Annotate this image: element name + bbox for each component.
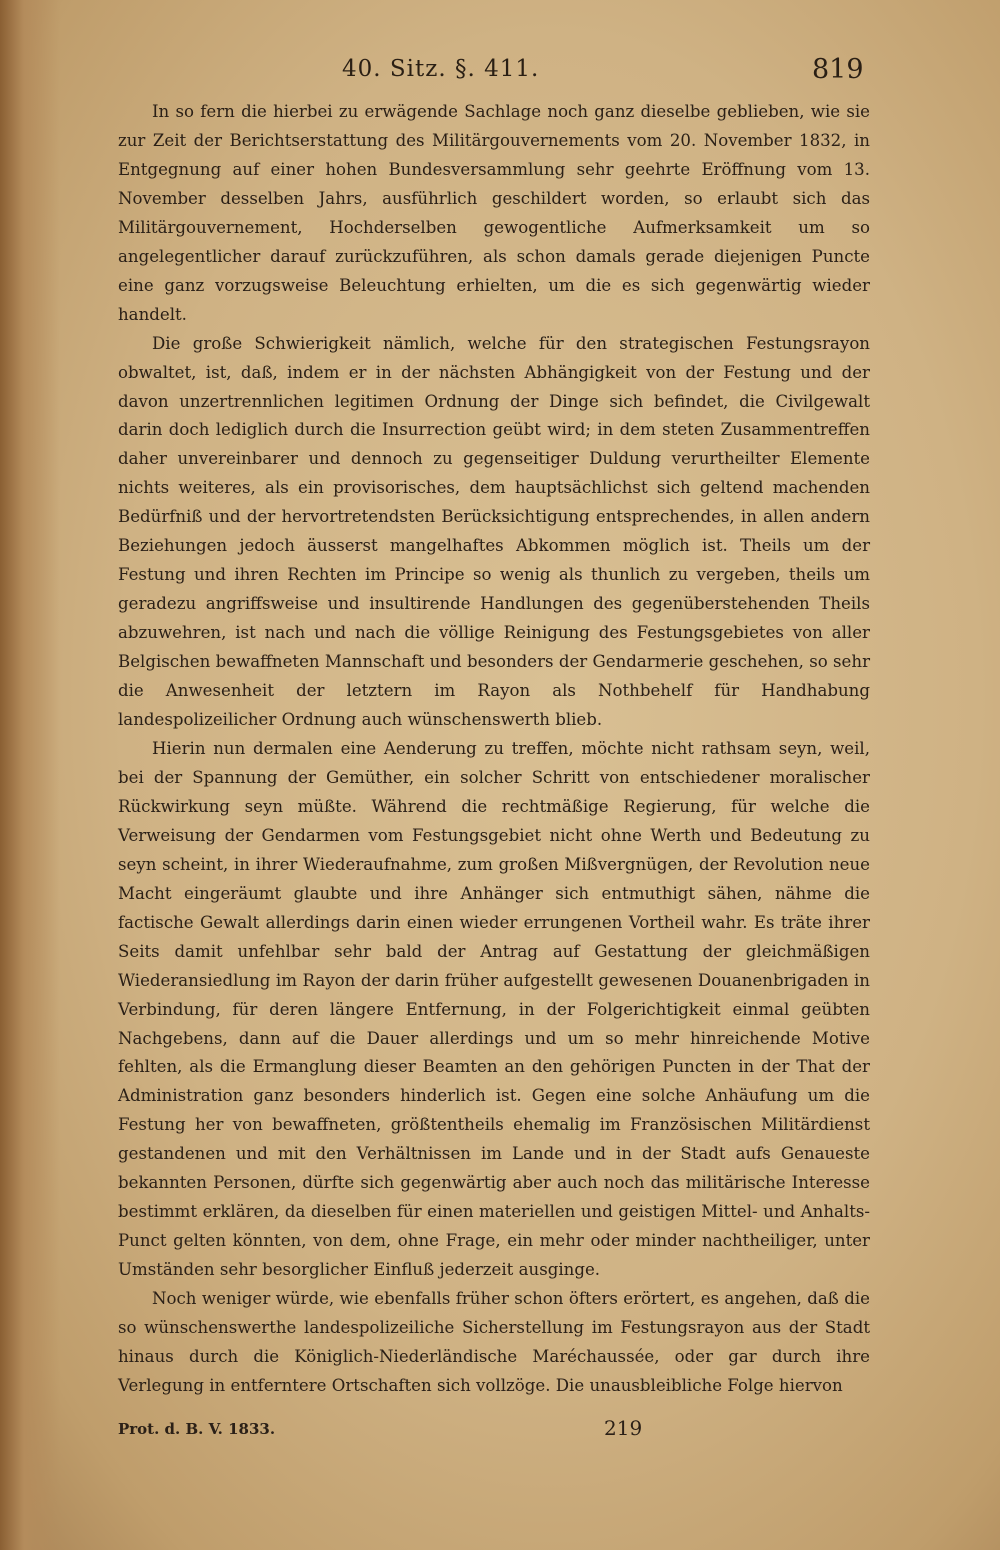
- printer-signature: Prot. d. B. V. 1833.: [118, 1420, 276, 1438]
- paragraph-2: Die große Schwierigkeit nämlich, welche für den strategischen Festungsrayon obwaltet, ist, daß, indem er in der nächsten Abhängigkeit von der Festung und der davon unzertrennlichen legitimen Ordnung der Dinge sich befindet, die Civilgewalt darin doch lediglich durch die Insurrection geübt wird; in dem steten Zusammentreffen daher unvereinbarer und dennoch zu gegenseitiger Duldung verurtheilter Elemente nichts weiteres, als ein provisorisches, dem hauptsächlichst sich geltend machenden Bedürfniß und der hervortretendsten Berücksichtigung entsprechendes, in allen andern Beziehungen jedoch äusserst mangelhaftes Abkommen möglich ist. Theils um der Festung und ihren Rechten im Principe so wenig als thunlich zu vergeben, theils um geradezu angriffsweise und insultirende Handlungen des gegenüberstehenden Theils abzuwehren, ist nach und nach die völlige Reinigung des Festungsgebietes von aller Belgischen bewaffneten Mannschaft und besonders der Gendarmerie geschehen, so sehr die Anwesenheit der letztern im Rayon als Nothbehelf für Handhabung landespolizeilicher Ordnung auch wünschenswerth blieb.: [118, 333, 870, 730]
- page-binding-shadow: [0, 0, 60, 1550]
- sheet-number: 219: [604, 1416, 643, 1440]
- body-text: [118, 98, 870, 1401]
- page-number: 819: [812, 54, 864, 85]
- page-header: [0, 56, 1000, 92]
- paragraph-3: Hierin nun dermalen eine Aenderung zu treffen, möchte nicht rathsam seyn, weil, bei der Spannung der Gemüther, ein solcher Schritt von entschiedener moralischer Rückwirkung seyn müßte. Während die rechtmäßige Regierung, für welche die Verweisung der Gendarmen vom Festungsgebiet nicht ohne Werth und Bedeutung zu seyn scheint, in ihrer Wiederaufnahme, zum großen Mißvergnügen, der Revolution neue Macht eingeräumt glaubte und ihre Anhänger sich entmuthigt sähen, nähme die factische Gewalt allerdings darin einen wieder errungenen Vortheil wahr. Es träte ihrer Seits damit unfehlbar sehr bald der Antrag auf Gestattung der gleichmäßigen Wiederansiedlung im Rayon der darin früher aufgestellt gewesenen Douanenbrigaden in Verbindung, für deren längere Entfernung, in der Folgerichtigkeit einmal geübten Nachgebens, dann auf die Dauer allerdings und um so mehr hinreichende Motive fehlten, als die Ermanglung dieser Beamten an den gehörigen Puncten in der That der Administration ganz besonders hinderlich ist. Gegen eine solche Anhäufung um die Festung her von bewaffneten, größtentheils ehemalig im Französischen Militärdienst gestandenen und mit den Verhältnissen im Lande und in der Stadt aufs Genaueste bekannten Personen, dürfte sich gegenwärtig aber auch noch das militärische Interesse bestimmt erklären, da dieselben für einen materiellen und geistigen Mittel- und Anhalts-Punct gelten könnten, von dem, ohne Frage, ein mehr oder minder nachtheiliger, unter Umständen sehr besorglicher Einfluß jederzeit ausginge.: [118, 738, 870, 1280]
- paragraph-4: Noch weniger würde, wie ebenfalls früher schon öfters erörtert, es angehen, daß die so wünschenswerthe landespolizeiliche Sicherstellung im Festungsrayon aus der Stadt hinaus durch die Königlich-Niederländische Maréchaussée, oder gar durch ihre Verlegung in entferntere Ortschaften sich vollzöge. Die unausbleibliche Folge hiervon: [118, 1289, 870, 1395]
- paragraph-1: In so fern die hierbei zu erwägende Sachlage noch ganz dieselbe geblieben, wie sie zur Zeit der Berichtserstattung des Militärgouvernements vom 20. November 1832, in Entgegnung auf einer hohen Bundesversammlung sehr geehrte Eröffnung vom 13. November desselben Jahrs, ausführlich geschildert worden, so erlaubt sich das Militärgouvernement, Hochderselben gewogentliche Aufmerksamkeit um so angelegentlicher darauf zurückzuführen, als schon damals gerade diejenigen Puncte eine ganz vorzugsweise Beleuchtung erhielten, um die es sich gegenwärtig wieder handelt.: [118, 102, 870, 324]
- running-head: 40. Sitz. §. 411.: [342, 56, 540, 82]
- page-footer: [0, 1416, 1000, 1446]
